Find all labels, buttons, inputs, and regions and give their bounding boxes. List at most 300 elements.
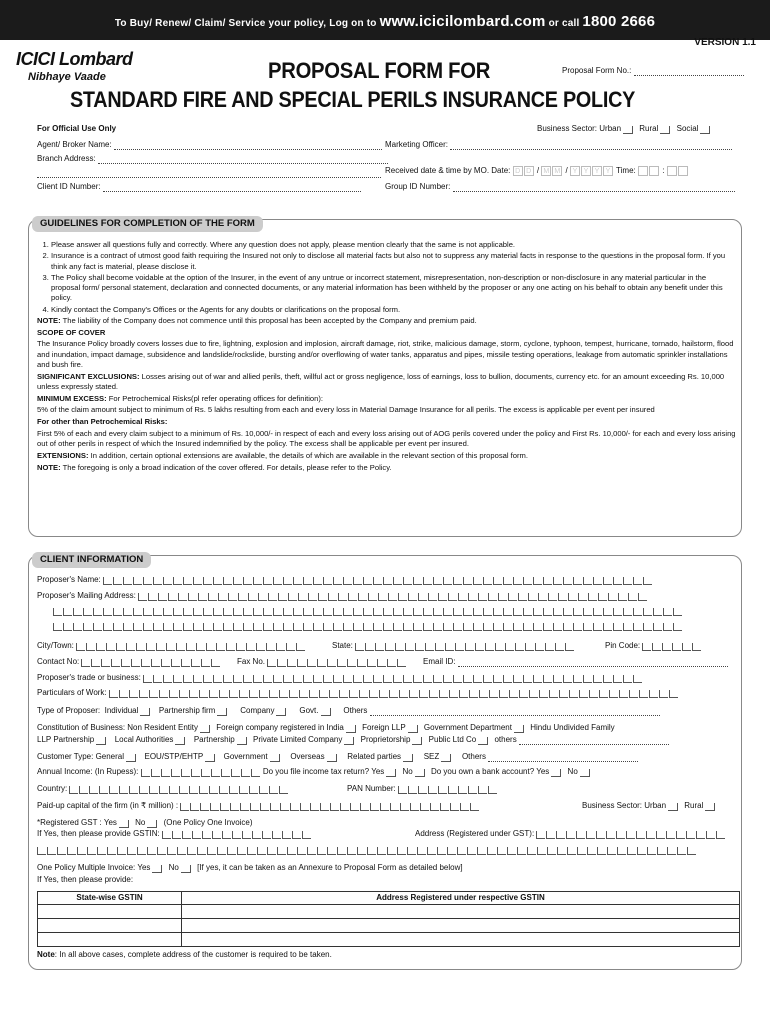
char-box[interactable]: [478, 593, 487, 601]
char-box[interactable]: [262, 831, 271, 839]
char-box[interactable]: [373, 675, 382, 683]
char-box[interactable]: [266, 643, 275, 651]
char-box[interactable]: [519, 690, 528, 698]
char-box[interactable]: [405, 643, 414, 651]
char-box[interactable]: [563, 623, 572, 631]
char-box[interactable]: [296, 643, 305, 651]
received-date-field[interactable]: Received date & time by MO. Date: D D / M M / Y Y Y Y Time: :: [385, 166, 689, 176]
char-box[interactable]: [558, 593, 567, 601]
email-field[interactable]: [423, 657, 728, 667]
urban-checkbox[interactable]: [623, 126, 633, 134]
char-box[interactable]: [579, 690, 588, 698]
char-box[interactable]: [593, 577, 602, 585]
char-box[interactable]: [323, 623, 332, 631]
char-box[interactable]: [499, 690, 508, 698]
char-box[interactable]: [146, 643, 155, 651]
char-box[interactable]: [437, 847, 446, 855]
char-box[interactable]: [588, 593, 597, 601]
income-boxes[interactable]: [141, 767, 261, 776]
char-box[interactable]: [413, 608, 422, 616]
char-box[interactable]: [607, 847, 616, 855]
char-box[interactable]: [288, 593, 297, 601]
char-box[interactable]: [193, 675, 202, 683]
char-box[interactable]: [270, 803, 279, 811]
time-box[interactable]: [649, 166, 659, 176]
char-box[interactable]: [407, 847, 416, 855]
char-box[interactable]: [383, 577, 392, 585]
city-field[interactable]: [37, 641, 306, 651]
char-box[interactable]: [218, 593, 227, 601]
char-box[interactable]: [226, 643, 235, 651]
char-box[interactable]: [303, 623, 312, 631]
char-box[interactable]: [279, 690, 288, 698]
work-field[interactable]: [37, 688, 679, 698]
char-box[interactable]: [186, 643, 195, 651]
char-box[interactable]: [300, 803, 309, 811]
char-box[interactable]: [443, 608, 452, 616]
char-box[interactable]: [106, 643, 115, 651]
char-box[interactable]: [258, 593, 267, 601]
char-box[interactable]: [716, 831, 725, 839]
char-box[interactable]: [149, 786, 158, 794]
char-box[interactable]: [213, 623, 222, 631]
char-box[interactable]: [559, 690, 568, 698]
char-box[interactable]: [418, 786, 427, 794]
char-box[interactable]: [623, 577, 632, 585]
char-box[interactable]: [458, 593, 467, 601]
char-box[interactable]: [293, 608, 302, 616]
char-box[interactable]: [555, 643, 564, 651]
char-box[interactable]: [343, 623, 352, 631]
char-box[interactable]: [423, 577, 432, 585]
char-box[interactable]: [360, 803, 369, 811]
char-box[interactable]: [213, 608, 222, 616]
char-box[interactable]: [669, 690, 678, 698]
char-box[interactable]: [503, 623, 512, 631]
char-box[interactable]: [229, 690, 238, 698]
char-box[interactable]: [507, 847, 516, 855]
char-box[interactable]: [639, 690, 648, 698]
char-box[interactable]: [368, 593, 377, 601]
char-box[interactable]: [318, 593, 327, 601]
char-box[interactable]: [201, 769, 210, 777]
char-box[interactable]: [272, 831, 281, 839]
char-box[interactable]: [111, 659, 120, 667]
char-box[interactable]: [370, 803, 379, 811]
time-box[interactable]: [638, 166, 648, 176]
char-box[interactable]: [583, 675, 592, 683]
char-box[interactable]: [663, 623, 672, 631]
char-box[interactable]: [513, 675, 522, 683]
char-box[interactable]: [323, 608, 332, 616]
char-box[interactable]: [469, 690, 478, 698]
char-box[interactable]: [676, 831, 685, 839]
gstin-boxes[interactable]: [162, 829, 312, 838]
char-box[interactable]: [393, 608, 402, 616]
char-box[interactable]: [353, 675, 362, 683]
char-box[interactable]: [280, 803, 289, 811]
char-box[interactable]: [473, 623, 482, 631]
char-box[interactable]: [533, 608, 542, 616]
char-box[interactable]: [596, 831, 605, 839]
char-box[interactable]: [293, 675, 302, 683]
website-link[interactable]: www.icicilombard.com: [379, 13, 546, 30]
char-box[interactable]: [263, 623, 272, 631]
char-box[interactable]: [239, 690, 248, 698]
char-box[interactable]: [393, 675, 402, 683]
char-box[interactable]: [657, 847, 666, 855]
char-box[interactable]: [353, 577, 362, 585]
char-box[interactable]: [287, 847, 296, 855]
char-box[interactable]: [647, 847, 656, 855]
char-box[interactable]: [147, 847, 156, 855]
char-box[interactable]: [47, 847, 56, 855]
char-box[interactable]: [158, 593, 167, 601]
char-box[interactable]: [283, 577, 292, 585]
char-box[interactable]: [415, 643, 424, 651]
char-box[interactable]: [503, 675, 512, 683]
char-box[interactable]: [189, 690, 198, 698]
char-box[interactable]: [109, 690, 118, 698]
char-box[interactable]: [267, 847, 276, 855]
char-box[interactable]: [163, 608, 172, 616]
char-box[interactable]: [69, 786, 78, 794]
char-box[interactable]: [161, 769, 170, 777]
char-box[interactable]: [543, 577, 552, 585]
char-box[interactable]: [383, 623, 392, 631]
char-box[interactable]: [233, 577, 242, 585]
char-box[interactable]: [367, 659, 376, 667]
char-box[interactable]: [223, 675, 232, 683]
char-box[interactable]: [239, 786, 248, 794]
char-box[interactable]: [320, 803, 329, 811]
cust-checkbox[interactable]: [270, 754, 280, 762]
char-box[interactable]: [569, 690, 578, 698]
char-box[interactable]: [212, 831, 221, 839]
char-box[interactable]: [505, 643, 514, 651]
char-box[interactable]: [637, 847, 646, 855]
char-box[interactable]: [626, 831, 635, 839]
char-box[interactable]: [173, 577, 182, 585]
char-box[interactable]: [348, 593, 357, 601]
char-box[interactable]: [413, 577, 422, 585]
char-box[interactable]: [123, 608, 132, 616]
char-box[interactable]: [359, 690, 368, 698]
char-box[interactable]: [497, 847, 506, 855]
char-box[interactable]: [523, 577, 532, 585]
char-box[interactable]: [193, 623, 202, 631]
char-box[interactable]: [127, 847, 136, 855]
mailing-address-row3[interactable]: [53, 621, 683, 631]
work-boxes[interactable]: [109, 688, 679, 697]
char-box[interactable]: [573, 675, 582, 683]
char-box[interactable]: [193, 608, 202, 616]
char-box[interactable]: [468, 786, 477, 794]
char-box[interactable]: [53, 608, 62, 616]
char-box[interactable]: [238, 593, 247, 601]
char-box[interactable]: [340, 803, 349, 811]
char-box[interactable]: [192, 831, 201, 839]
char-box[interactable]: [373, 623, 382, 631]
char-box[interactable]: [169, 786, 178, 794]
char-box[interactable]: [409, 690, 418, 698]
char-box[interactable]: [83, 608, 92, 616]
urban-client-checkbox[interactable]: [668, 803, 678, 811]
char-box[interactable]: [583, 577, 592, 585]
char-box[interactable]: [276, 643, 285, 651]
char-box[interactable]: [139, 690, 148, 698]
char-box[interactable]: [653, 623, 662, 631]
char-box[interactable]: [273, 675, 282, 683]
char-box[interactable]: [477, 847, 486, 855]
mailing-boxes-2[interactable]: [53, 606, 683, 615]
char-box[interactable]: [383, 608, 392, 616]
char-box[interactable]: [367, 847, 376, 855]
char-box[interactable]: [141, 659, 150, 667]
const-checkbox[interactable]: [478, 737, 488, 745]
char-box[interactable]: [297, 847, 306, 855]
char-box[interactable]: [557, 847, 566, 855]
char-box[interactable]: [387, 847, 396, 855]
char-box[interactable]: [393, 577, 402, 585]
gst-cell[interactable]: [182, 905, 740, 919]
char-box[interactable]: [603, 623, 612, 631]
char-box[interactable]: [529, 690, 538, 698]
time-box[interactable]: [667, 166, 677, 176]
char-box[interactable]: [173, 623, 182, 631]
char-box[interactable]: [219, 690, 228, 698]
char-box[interactable]: [119, 786, 128, 794]
char-box[interactable]: [67, 847, 76, 855]
char-box[interactable]: [283, 675, 292, 683]
char-box[interactable]: [229, 786, 238, 794]
char-box[interactable]: [397, 659, 406, 667]
char-box[interactable]: [488, 786, 497, 794]
const-checkbox[interactable]: [344, 737, 354, 745]
fax-field[interactable]: [237, 657, 407, 667]
branch-field-cont[interactable]: [37, 168, 381, 178]
char-box[interactable]: [317, 847, 326, 855]
char-box[interactable]: [428, 786, 437, 794]
char-box[interactable]: [629, 690, 638, 698]
char-box[interactable]: [107, 847, 116, 855]
char-box[interactable]: [303, 675, 312, 683]
char-box[interactable]: [251, 769, 260, 777]
mailing-boxes-1[interactable]: [138, 591, 648, 600]
char-box[interactable]: [337, 659, 346, 667]
char-box[interactable]: [347, 659, 356, 667]
char-box[interactable]: [427, 847, 436, 855]
char-box[interactable]: [256, 643, 265, 651]
char-box[interactable]: [191, 769, 200, 777]
char-box[interactable]: [269, 690, 278, 698]
char-box[interactable]: [686, 831, 695, 839]
char-box[interactable]: [418, 593, 427, 601]
branch-field[interactable]: [37, 154, 388, 164]
char-box[interactable]: [547, 847, 556, 855]
char-box[interactable]: [573, 623, 582, 631]
char-box[interactable]: [163, 623, 172, 631]
char-box[interactable]: [327, 847, 336, 855]
social-checkbox[interactable]: [700, 126, 710, 134]
char-box[interactable]: [489, 690, 498, 698]
char-box[interactable]: [151, 769, 160, 777]
char-box[interactable]: [330, 803, 339, 811]
char-box[interactable]: [109, 786, 118, 794]
char-box[interactable]: [196, 643, 205, 651]
gst-address-row2[interactable]: [37, 845, 697, 855]
char-box[interactable]: [536, 831, 545, 839]
gst-cell[interactable]: [182, 919, 740, 933]
char-box[interactable]: [673, 608, 682, 616]
char-box[interactable]: [408, 593, 417, 601]
char-box[interactable]: [133, 623, 142, 631]
char-box[interactable]: [223, 608, 232, 616]
pan-field[interactable]: [347, 784, 498, 794]
char-box[interactable]: [339, 690, 348, 698]
char-box[interactable]: [148, 593, 157, 601]
char-box[interactable]: [638, 593, 647, 601]
date-box[interactable]: D: [513, 166, 523, 176]
char-box[interactable]: [613, 608, 622, 616]
char-box[interactable]: [410, 803, 419, 811]
char-box[interactable]: [616, 831, 625, 839]
country-boxes[interactable]: [69, 784, 289, 793]
char-box[interactable]: [203, 608, 212, 616]
char-box[interactable]: [302, 831, 311, 839]
char-box[interactable]: [573, 577, 582, 585]
char-box[interactable]: [687, 847, 696, 855]
char-box[interactable]: [453, 608, 462, 616]
agent-field[interactable]: [37, 140, 382, 150]
char-box[interactable]: [682, 643, 691, 651]
char-box[interactable]: [191, 659, 200, 667]
paidup-boxes[interactable]: [180, 801, 480, 810]
char-box[interactable]: [101, 659, 110, 667]
char-box[interactable]: [183, 608, 192, 616]
char-box[interactable]: [493, 675, 502, 683]
char-box[interactable]: [103, 623, 112, 631]
char-box[interactable]: [478, 786, 487, 794]
char-box[interactable]: [303, 577, 312, 585]
char-box[interactable]: [706, 831, 715, 839]
char-box[interactable]: [231, 769, 240, 777]
char-box[interactable]: [99, 786, 108, 794]
char-box[interactable]: [545, 643, 554, 651]
char-box[interactable]: [443, 675, 452, 683]
char-box[interactable]: [586, 831, 595, 839]
char-box[interactable]: [211, 769, 220, 777]
char-box[interactable]: [176, 643, 185, 651]
char-box[interactable]: [37, 847, 46, 855]
char-box[interactable]: [243, 577, 252, 585]
char-box[interactable]: [313, 608, 322, 616]
char-box[interactable]: [643, 623, 652, 631]
cust-checkbox[interactable]: [126, 754, 136, 762]
char-box[interactable]: [578, 593, 587, 601]
char-box[interactable]: [93, 623, 102, 631]
char-box[interactable]: [202, 831, 211, 839]
char-box[interactable]: [479, 690, 488, 698]
char-box[interactable]: [483, 577, 492, 585]
char-box[interactable]: [403, 608, 412, 616]
char-box[interactable]: [156, 643, 165, 651]
char-box[interactable]: [260, 803, 269, 811]
char-box[interactable]: [57, 847, 66, 855]
char-box[interactable]: [357, 847, 366, 855]
const-checkbox[interactable]: [408, 725, 418, 733]
char-box[interactable]: [666, 831, 675, 839]
char-box[interactable]: [162, 831, 171, 839]
char-box[interactable]: [388, 593, 397, 601]
char-box[interactable]: [97, 847, 106, 855]
char-box[interactable]: [662, 643, 671, 651]
proposer-name-boxes[interactable]: [103, 575, 653, 584]
individual-checkbox[interactable]: [140, 708, 150, 716]
char-box[interactable]: [183, 675, 192, 683]
char-box[interactable]: [473, 608, 482, 616]
char-box[interactable]: [93, 608, 102, 616]
char-box[interactable]: [433, 577, 442, 585]
char-box[interactable]: [533, 675, 542, 683]
multi-yes-checkbox[interactable]: [152, 865, 162, 873]
char-box[interactable]: [599, 690, 608, 698]
char-box[interactable]: [593, 675, 602, 683]
char-box[interactable]: [387, 659, 396, 667]
const-checkbox[interactable]: [237, 737, 247, 745]
char-box[interactable]: [543, 608, 552, 616]
char-box[interactable]: [113, 623, 122, 631]
char-box[interactable]: [179, 690, 188, 698]
char-box[interactable]: [523, 623, 532, 631]
char-box[interactable]: [576, 831, 585, 839]
char-box[interactable]: [397, 847, 406, 855]
char-box[interactable]: [131, 659, 140, 667]
marketing-field[interactable]: [385, 140, 732, 150]
char-box[interactable]: [453, 577, 462, 585]
char-box[interactable]: [199, 690, 208, 698]
char-box[interactable]: [91, 659, 100, 667]
char-box[interactable]: [233, 608, 242, 616]
char-box[interactable]: [222, 831, 231, 839]
mailing-address-field[interactable]: [37, 591, 648, 601]
const-checkbox[interactable]: [96, 737, 106, 745]
char-box[interactable]: [190, 803, 199, 811]
cust-checkbox[interactable]: [327, 754, 337, 762]
char-box[interactable]: [628, 593, 637, 601]
char-box[interactable]: [563, 577, 572, 585]
char-box[interactable]: [247, 847, 256, 855]
date-box[interactable]: Y: [592, 166, 602, 176]
char-box[interactable]: [197, 847, 206, 855]
char-box[interactable]: [220, 803, 229, 811]
char-box[interactable]: [117, 847, 126, 855]
gst-address-boxes[interactable]: [536, 829, 726, 838]
char-box[interactable]: [129, 690, 138, 698]
cust-checkbox[interactable]: [205, 754, 215, 762]
char-box[interactable]: [268, 593, 277, 601]
gst-yes-checkbox[interactable]: [119, 820, 129, 828]
char-box[interactable]: [438, 786, 447, 794]
char-box[interactable]: [385, 643, 394, 651]
char-box[interactable]: [211, 659, 220, 667]
char-box[interactable]: [153, 608, 162, 616]
char-box[interactable]: [253, 675, 262, 683]
char-box[interactable]: [207, 847, 216, 855]
char-box[interactable]: [259, 690, 268, 698]
char-box[interactable]: [439, 690, 448, 698]
date-box[interactable]: Y: [570, 166, 580, 176]
